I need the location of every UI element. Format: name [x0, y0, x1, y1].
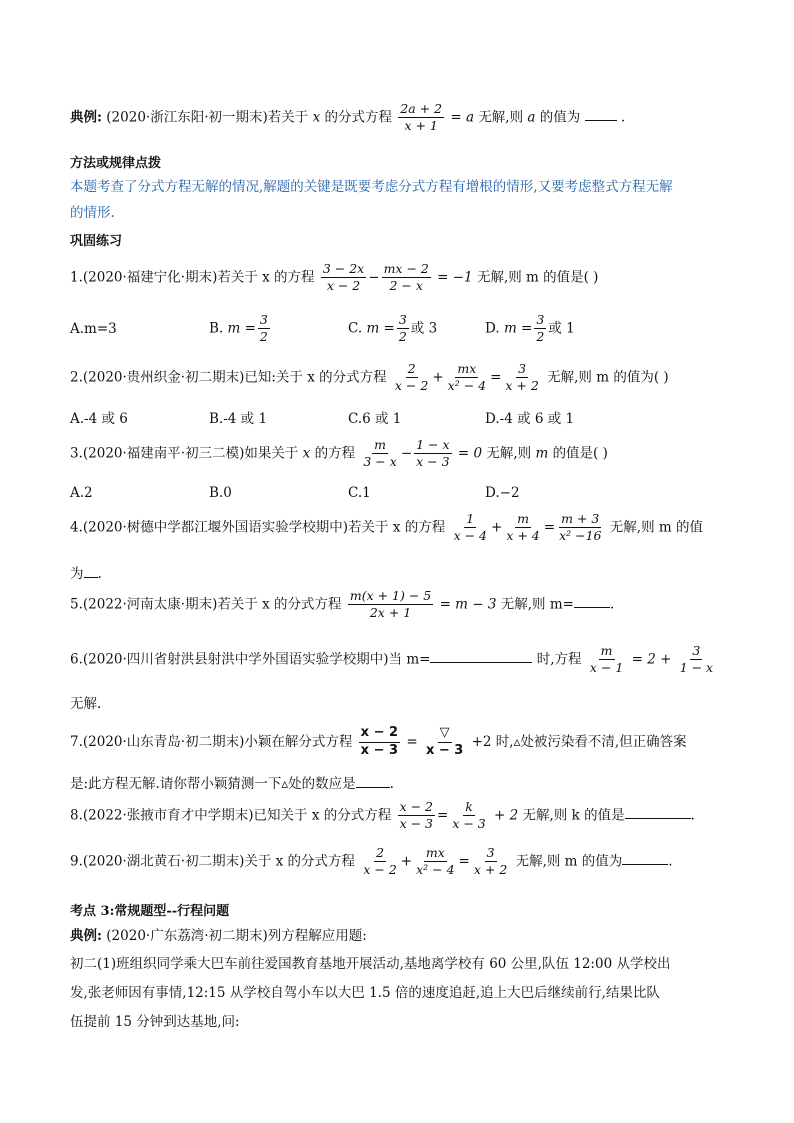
fraction: $\frac{1 - x}{x - 3}$	[416, 437, 450, 470]
fraction: $\frac{m}{x + 4}$	[506, 511, 540, 544]
question-6: 6.(2020·四川省射洪县射洪中学外国语实验学校期中)当 m= 时,方程 $\frac{m}{x - 1}$ = 2 + $\frac{3}{1 - x}$	[70, 643, 714, 676]
option-a[interactable]: A.-4 或 6	[70, 411, 128, 427]
answer-blank[interactable]	[430, 650, 532, 663]
example-label: 典例:	[70, 928, 102, 944]
fraction: $\frac{x - 2}{x - 3}$	[360, 725, 399, 758]
answer-blank[interactable]	[574, 595, 610, 608]
fraction: $\frac{k}{x - 3}$	[452, 799, 486, 832]
fraction: $\frac{mx}{\text{x² − 4}}$	[416, 845, 455, 878]
question-7: 7.(2020·山东青岛·初二期末)小颖在解分式方程 $\frac{x - 2}{x - 3}$ = $\frac{▽}{x - 3}$ +2 时,▵处被污染看不清,但正确答案	[70, 725, 687, 758]
fraction: $\frac{m}{x - 1}$	[589, 643, 624, 676]
example2-line3: 伍提前 15 分钟到达基地,问:	[70, 1014, 240, 1030]
option-c[interactable]: C. m = $\frac{3}{2}$ 或 3	[348, 312, 438, 345]
fraction: $\frac{m + 3}{\text{x² −16}}$	[559, 511, 602, 544]
fraction: $\frac{m}{3 - x}$	[363, 437, 397, 470]
fraction: $\frac{mx}{\text{x² − 4}}$	[447, 361, 487, 394]
answer-blank[interactable]	[622, 852, 668, 865]
question-1: 1.(2020·福建宁化·期末)若关于 x 的方程 $\frac{3 - 2x}{x - 2}$ − $\frac{mx - 2}{2 - x}$ = −1 无解,则 m 的值是( )	[70, 261, 599, 294]
fraction: $\frac{2a + 2}{x + 1}$	[400, 101, 443, 134]
answer-blank[interactable]	[356, 775, 390, 788]
question-4-line2: 为 .	[70, 566, 102, 582]
example2-line2: 发,张老师因有事情,12:15 从学校自驾小车以大巴 1.5 倍的速度追赶,追上大巴后继续前行,结果比队	[70, 985, 660, 1001]
fraction: $\frac{3}{x + 2}$	[505, 361, 539, 394]
option-c[interactable]: C.6 或 1	[348, 411, 402, 427]
option-b[interactable]: B.-4 或 1	[209, 411, 268, 427]
fraction: $\frac{3}{1 - x}$	[679, 643, 714, 676]
example1-line: 典例: (2020·浙江东阳·初一期末)若关于 x 的分式方程 $\frac{2a + 2}{x + 1}$ = a 无解,则 a 的值为 .	[70, 101, 626, 134]
example2-header	[70, 924, 367, 944]
answer-blank[interactable]	[625, 806, 691, 819]
fraction: $\frac{2}{x - 2}$	[394, 361, 429, 394]
question-5: 5.(2022·河南太康·期末)若关于 x 的分式方程 $\frac{m(x + 1) - 5}{2x + 1}$ = m − 3 无解,则 m= .	[70, 588, 615, 621]
method-text-line2: 的情形.	[70, 205, 115, 221]
question-4: 4.(2020·树德中学都江堰外国语实验学校期中)若关于 x 的方程 $\frac{1}{x - 4}$ + $\frac{m}{x + 4}$ = $\frac{m + 3}{\text{x² −16}}$ 无解,则 m 的值	[70, 511, 703, 544]
example-label: 典例:	[70, 109, 102, 126]
practice-title: 巩固练习	[70, 234, 123, 249]
option-d[interactable]: D. m = $\frac{3}{2}$ 或 1	[485, 312, 575, 345]
example2-line1: 初二(1)班组织同学乘大巴车前往爱国教育基地开展活动,基地离学校有 60 公里,队伍 12:00 从学校出	[70, 956, 671, 972]
answer-blank[interactable]	[84, 565, 98, 578]
section-heading: 考点 3:常规题型--行程问题	[70, 904, 230, 919]
method-text-line1: 本题考查了分式方程无解的情况,解题的关键是既要考虑分式方程有增根的情形,又要考虑整式方程无解	[70, 179, 673, 195]
fraction: $\frac{m(x + 1) - 5}{2x + 1}$	[349, 588, 432, 621]
fraction: $\frac{2}{x - 2}$	[363, 845, 397, 878]
option-d[interactable]: D.-4 或 6 或 1	[485, 411, 575, 427]
question-3: 3.(2020·福建南平·初三二模)如果关于 x 的方程 $\frac{m}{3 - x}$ − $\frac{1 - x}{x - 3}$ = 0 无解,则 m 的值是( )	[70, 437, 608, 470]
fraction: $\frac{1}{x - 4}$	[453, 511, 487, 544]
option-a[interactable]: A.2	[70, 485, 93, 501]
option-c[interactable]: C.1	[348, 485, 371, 501]
fraction: $\frac{x - 2}{x - 3}$	[399, 799, 433, 832]
fraction: $\frac{3}{x + 2}$	[473, 845, 508, 878]
answer-blank[interactable]	[585, 108, 617, 121]
option-d[interactable]: D.−2	[485, 485, 520, 501]
example-source: (2020·广东荔湾·初二期末)列方程解应用题:	[106, 928, 367, 944]
fraction: $\frac{mx - 2}{2 - x}$	[383, 261, 429, 294]
fraction: $\frac{3 - 2x}{x - 2}$	[322, 261, 365, 294]
option-b[interactable]: B. m = $\frac{3}{2}$	[209, 312, 268, 345]
example-source: (2020·浙江东阳·初一期末)若关于	[106, 109, 309, 126]
question-8: 8.(2022·张掖市育才中学期末)已知关于 x 的分式方程 $\frac{x - 2}{x - 3}$ = $\frac{k}{x - 3}$ + 2 无解,则 k 的值是 .	[70, 799, 695, 832]
question-7-line2: 是:此方程无解.请你帮小颖猜测一下▵处的数应是 .	[70, 776, 394, 792]
fraction: $\frac{▽}{x - 3}$	[425, 725, 464, 758]
question-2: 2.(2020·贵州织金·初二期末)已知:关于 x 的分式方程 $\frac{2}{x - 2}$ + $\frac{mx}{\text{x² − 4}}$ = $\frac{3}{x + 2}$ 无解,则 m 的值为( )	[70, 361, 669, 394]
option-a[interactable]: A.m=3	[70, 321, 117, 337]
question-9: 9.(2020·湖北黄石·初二期末)关于 x 的分式方程 $\frac{2}{x - 2}$ + $\frac{mx}{\text{x² − 4}}$ = $\frac{3}{x + 2}$ 无解,则 m 的值为 .	[70, 845, 673, 878]
method-title: 方法或规律点拨	[70, 156, 162, 171]
option-b[interactable]: B.0	[209, 485, 232, 501]
question-6-line2: 无解.	[70, 696, 102, 712]
